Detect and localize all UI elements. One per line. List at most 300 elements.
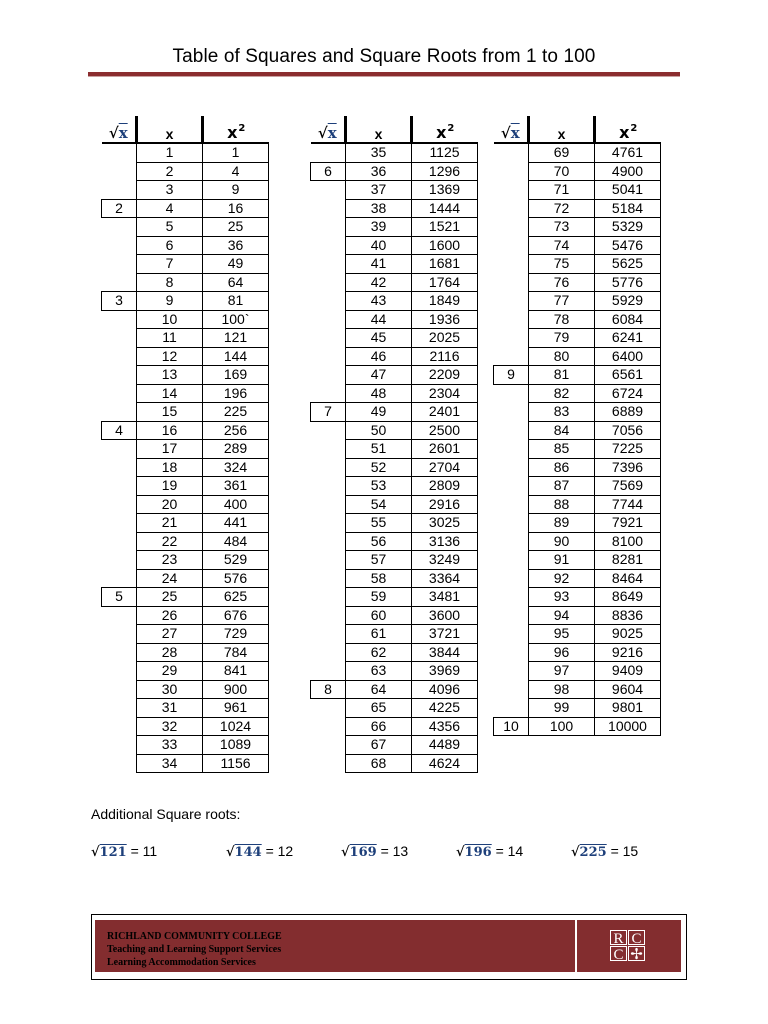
table-row xyxy=(102,366,269,385)
rcc-logo xyxy=(610,930,646,962)
root-cell xyxy=(311,569,346,588)
root-cell xyxy=(102,458,137,477)
square-cell: 3136 xyxy=(412,532,478,551)
x-cell: 62 xyxy=(346,643,412,662)
square-cell: 324 xyxy=(203,458,269,477)
square-root-icon: √x xyxy=(500,124,520,142)
square-cell: 64 xyxy=(203,273,269,292)
square-cell: 4624 xyxy=(412,754,478,773)
table-row xyxy=(102,754,269,773)
root-cell xyxy=(311,625,346,644)
root-cell xyxy=(311,236,346,255)
x-cell: 89 xyxy=(529,514,595,533)
square-cell: 676 xyxy=(203,606,269,625)
x-cell: 25 xyxy=(137,588,203,607)
square-cell: 6084 xyxy=(595,310,661,329)
root-cell xyxy=(311,477,346,496)
root-cell: 7 xyxy=(311,403,346,422)
square-cell: 2601 xyxy=(412,440,478,459)
x-cell: 4 xyxy=(137,199,203,218)
x-cell: 37 xyxy=(346,181,412,200)
table-row xyxy=(311,717,478,736)
table-row xyxy=(494,606,661,625)
root-cell xyxy=(494,699,529,718)
footer-banner xyxy=(91,914,687,980)
table-row xyxy=(494,366,661,385)
table-row xyxy=(311,162,478,181)
table-row xyxy=(494,551,661,570)
root-cell xyxy=(494,662,529,681)
root-result: = 13 xyxy=(376,843,409,859)
root-cell xyxy=(102,143,137,162)
root-cell: 8 xyxy=(311,680,346,699)
root-cell xyxy=(102,736,137,755)
root-cell xyxy=(494,588,529,607)
square-cell: 3364 xyxy=(412,569,478,588)
table-row xyxy=(494,514,661,533)
root-cell xyxy=(311,143,346,162)
x-cell: 49 xyxy=(346,403,412,422)
table-row xyxy=(311,403,478,422)
root-cell xyxy=(102,754,137,773)
additional-root-item xyxy=(341,843,408,860)
logo-letter: C xyxy=(610,946,627,961)
square-cell: 4225 xyxy=(412,699,478,718)
square-cell: 3844 xyxy=(412,643,478,662)
header-x-squared xyxy=(595,116,661,143)
square-cell: 2704 xyxy=(412,458,478,477)
root-cell xyxy=(102,181,137,200)
square-root-icon: √144 xyxy=(226,845,262,860)
square-cell: 2401 xyxy=(412,403,478,422)
table-row xyxy=(311,699,478,718)
x-cell: 32 xyxy=(137,717,203,736)
root-cell xyxy=(102,477,137,496)
x-cell: 71 xyxy=(529,181,595,200)
x-cell: 87 xyxy=(529,477,595,496)
x-cell: 59 xyxy=(346,588,412,607)
root-cell xyxy=(311,366,346,385)
table-row xyxy=(311,569,478,588)
x-cell: 2 xyxy=(137,162,203,181)
table-row xyxy=(102,717,269,736)
square-cell: 4 xyxy=(203,162,269,181)
root-cell xyxy=(311,273,346,292)
square-cell: 1089 xyxy=(203,736,269,755)
square-cell: 9216 xyxy=(595,643,661,662)
root-cell xyxy=(494,477,529,496)
x-cell: 24 xyxy=(137,569,203,588)
table-row xyxy=(494,495,661,514)
square-cell: 81 xyxy=(203,292,269,311)
table-row xyxy=(494,143,661,162)
x-cell: 22 xyxy=(137,532,203,551)
radicand: 225 xyxy=(579,845,607,860)
table-row xyxy=(494,421,661,440)
x-cell: 17 xyxy=(137,440,203,459)
table-row xyxy=(311,532,478,551)
squares-table-1 xyxy=(101,116,269,773)
x-cell: 90 xyxy=(529,532,595,551)
x-cell: 95 xyxy=(529,625,595,644)
x-cell: 27 xyxy=(137,625,203,644)
x-cell: 86 xyxy=(529,458,595,477)
square-cell: 1296 xyxy=(412,162,478,181)
square-cell: 2116 xyxy=(412,347,478,366)
root-cell xyxy=(102,495,137,514)
header-x-squared-exponent: 2 xyxy=(630,123,638,134)
square-cell: 1849 xyxy=(412,292,478,311)
square-cell: 5929 xyxy=(595,292,661,311)
x-cell: 73 xyxy=(529,218,595,237)
x-cell: 72 xyxy=(529,199,595,218)
root-cell xyxy=(311,754,346,773)
x-cell: 13 xyxy=(137,366,203,385)
square-cell: 100` xyxy=(203,310,269,329)
square-cell: 9801 xyxy=(595,699,661,718)
x-cell: 21 xyxy=(137,514,203,533)
root-cell xyxy=(102,551,137,570)
table-row xyxy=(102,569,269,588)
square-cell: 1156 xyxy=(203,754,269,773)
square-cell: 1125 xyxy=(412,143,478,162)
square-cell: 576 xyxy=(203,569,269,588)
root-cell xyxy=(494,606,529,625)
table-row xyxy=(102,255,269,274)
x-cell: 74 xyxy=(529,236,595,255)
root-cell: 2 xyxy=(102,199,137,218)
table-row xyxy=(311,199,478,218)
root-cell xyxy=(494,514,529,533)
root-cell xyxy=(311,532,346,551)
square-cell: 8649 xyxy=(595,588,661,607)
x-cell: 30 xyxy=(137,680,203,699)
root-cell xyxy=(102,662,137,681)
x-cell: 79 xyxy=(529,329,595,348)
table-row xyxy=(102,403,269,422)
square-cell: 169 xyxy=(203,366,269,385)
root-cell xyxy=(494,143,529,162)
x-cell: 80 xyxy=(529,347,595,366)
square-cell: 7569 xyxy=(595,477,661,496)
square-cell: 7225 xyxy=(595,440,661,459)
square-cell: 2209 xyxy=(412,366,478,385)
header-x-squared-base: x xyxy=(436,123,447,142)
table-row xyxy=(102,699,269,718)
table-row xyxy=(494,680,661,699)
table-row xyxy=(311,440,478,459)
x-cell: 77 xyxy=(529,292,595,311)
root-cell xyxy=(311,643,346,662)
root-cell: 4 xyxy=(102,421,137,440)
table-row xyxy=(494,532,661,551)
root-cell xyxy=(102,717,137,736)
square-cell: 2500 xyxy=(412,421,478,440)
root-cell xyxy=(311,736,346,755)
root-cell xyxy=(311,662,346,681)
root-cell xyxy=(311,606,346,625)
square-root-icon: √225 xyxy=(571,845,607,860)
square-cell: 6241 xyxy=(595,329,661,348)
root-cell xyxy=(311,440,346,459)
x-cell: 1 xyxy=(137,143,203,162)
root-cell xyxy=(102,162,137,181)
x-cell: 3 xyxy=(137,181,203,200)
x-cell: 44 xyxy=(346,310,412,329)
table-row xyxy=(494,292,661,311)
square-cell: 7056 xyxy=(595,421,661,440)
x-cell: 99 xyxy=(529,699,595,718)
x-cell: 6 xyxy=(137,236,203,255)
x-cell: 29 xyxy=(137,662,203,681)
square-cell: 6400 xyxy=(595,347,661,366)
square-cell: 1764 xyxy=(412,273,478,292)
header-square-root xyxy=(311,116,346,143)
x-cell: 16 xyxy=(137,421,203,440)
root-cell xyxy=(102,569,137,588)
root-cell xyxy=(102,329,137,348)
x-cell: 5 xyxy=(137,218,203,237)
square-cell: 5329 xyxy=(595,218,661,237)
square-cell: 2809 xyxy=(412,477,478,496)
table-row xyxy=(102,680,269,699)
root-cell xyxy=(102,403,137,422)
root-cell xyxy=(102,532,137,551)
page-title: Table of Squares and Square Roots from 1 to 100 xyxy=(172,46,596,67)
root-cell xyxy=(102,310,137,329)
table-row xyxy=(102,440,269,459)
table-row xyxy=(102,458,269,477)
root-cell: 10 xyxy=(494,717,529,736)
root-cell xyxy=(494,162,529,181)
x-cell: 12 xyxy=(137,347,203,366)
square-root-icon: √x xyxy=(108,124,128,142)
root-cell xyxy=(102,625,137,644)
table-row xyxy=(102,310,269,329)
table-row xyxy=(102,625,269,644)
root-cell xyxy=(311,347,346,366)
table-row xyxy=(311,680,478,699)
table-row xyxy=(311,495,478,514)
squares-table-2 xyxy=(310,116,478,773)
table-row xyxy=(311,421,478,440)
table-row xyxy=(102,551,269,570)
x-cell: 46 xyxy=(346,347,412,366)
x-cell: 52 xyxy=(346,458,412,477)
additional-root-item xyxy=(571,843,638,860)
square-cell: 49 xyxy=(203,255,269,274)
square-cell: 5041 xyxy=(595,181,661,200)
table-row xyxy=(494,218,661,237)
root-cell xyxy=(494,181,529,200)
table-row xyxy=(311,754,478,773)
x-cell: 55 xyxy=(346,514,412,533)
table-row xyxy=(102,514,269,533)
table-row xyxy=(102,736,269,755)
header-x-squared xyxy=(203,116,269,143)
x-cell: 35 xyxy=(346,143,412,162)
square-cell: 225 xyxy=(203,403,269,422)
x-cell: 64 xyxy=(346,680,412,699)
x-cell: 18 xyxy=(137,458,203,477)
square-cell: 2025 xyxy=(412,329,478,348)
additional-root-item xyxy=(91,843,157,860)
square-root-icon: √169 xyxy=(341,845,377,860)
table-row xyxy=(102,143,269,162)
square-cell: 5625 xyxy=(595,255,661,274)
root-cell xyxy=(102,440,137,459)
square-cell: 3481 xyxy=(412,588,478,607)
table-row xyxy=(494,643,661,662)
square-cell: 361 xyxy=(203,477,269,496)
x-cell: 68 xyxy=(346,754,412,773)
root-cell: 5 xyxy=(102,588,137,607)
root-cell xyxy=(102,366,137,385)
footer-service: Learning Accommodation Services xyxy=(107,957,256,968)
square-root-icon: √121 xyxy=(91,845,127,860)
square-cell: 144 xyxy=(203,347,269,366)
table-row xyxy=(102,347,269,366)
x-cell: 91 xyxy=(529,551,595,570)
root-result: = 14 xyxy=(491,843,524,859)
x-cell: 39 xyxy=(346,218,412,237)
square-cell: 9604 xyxy=(595,680,661,699)
square-cell: 9409 xyxy=(595,662,661,681)
x-cell: 53 xyxy=(346,477,412,496)
root-cell xyxy=(494,292,529,311)
root-cell xyxy=(494,329,529,348)
square-cell: 7744 xyxy=(595,495,661,514)
table-row xyxy=(494,717,661,736)
square-root-icon: √196 xyxy=(456,845,492,860)
radicand: 196 xyxy=(464,845,492,860)
radicand: 169 xyxy=(349,845,377,860)
table-row xyxy=(311,625,478,644)
table-row xyxy=(494,588,661,607)
footer-divider xyxy=(575,920,577,972)
table-row xyxy=(494,440,661,459)
table-row xyxy=(311,273,478,292)
root-cell xyxy=(311,514,346,533)
x-cell: 7 xyxy=(137,255,203,274)
square-cell: 6889 xyxy=(595,403,661,422)
root-cell xyxy=(102,218,137,237)
table-row xyxy=(494,255,661,274)
root-cell xyxy=(494,551,529,570)
table-row xyxy=(102,329,269,348)
root-cell xyxy=(102,384,137,403)
x-cell: 100 xyxy=(529,717,595,736)
square-cell: 7396 xyxy=(595,458,661,477)
header-x-squared-exponent: 2 xyxy=(238,123,246,134)
square-cell: 8281 xyxy=(595,551,661,570)
logo-letter: C xyxy=(628,930,645,945)
table-row xyxy=(311,514,478,533)
footer-text xyxy=(107,930,282,969)
root-cell xyxy=(494,440,529,459)
x-cell: 43 xyxy=(346,292,412,311)
radicand: 144 xyxy=(234,845,262,860)
x-cell: 96 xyxy=(529,643,595,662)
table-row xyxy=(102,643,269,662)
square-cell: 784 xyxy=(203,643,269,662)
square-cell: 1521 xyxy=(412,218,478,237)
root-cell xyxy=(494,199,529,218)
additional-root-item xyxy=(456,843,523,860)
square-cell: 6561 xyxy=(595,366,661,385)
table-row xyxy=(311,366,478,385)
x-cell: 8 xyxy=(137,273,203,292)
table-row xyxy=(311,181,478,200)
square-cell: 3600 xyxy=(412,606,478,625)
x-cell: 34 xyxy=(137,754,203,773)
footer-department: Teaching and Learning Support Services xyxy=(107,944,282,955)
x-cell: 84 xyxy=(529,421,595,440)
table-row xyxy=(494,199,661,218)
x-cell: 97 xyxy=(529,662,595,681)
root-cell xyxy=(102,699,137,718)
square-root-icon: √x xyxy=(317,124,337,142)
table-row xyxy=(494,236,661,255)
root-cell xyxy=(311,255,346,274)
x-cell: 75 xyxy=(529,255,595,274)
table-row xyxy=(311,292,478,311)
x-cell: 28 xyxy=(137,643,203,662)
square-cell: 3721 xyxy=(412,625,478,644)
table-row xyxy=(311,236,478,255)
title-rule xyxy=(88,72,680,77)
table-row xyxy=(494,329,661,348)
x-cell: 78 xyxy=(529,310,595,329)
table-row xyxy=(102,606,269,625)
table-row xyxy=(102,662,269,681)
x-cell: 63 xyxy=(346,662,412,681)
table-row xyxy=(494,162,661,181)
x-cell: 56 xyxy=(346,532,412,551)
header-square-root xyxy=(494,116,529,143)
logo-letter: R xyxy=(610,930,627,945)
square-cell: 961 xyxy=(203,699,269,718)
root-cell xyxy=(102,606,137,625)
table-row xyxy=(102,384,269,403)
x-cell: 82 xyxy=(529,384,595,403)
table-row xyxy=(311,643,478,662)
x-cell: 85 xyxy=(529,440,595,459)
x-cell: 81 xyxy=(529,366,595,385)
root-cell xyxy=(494,643,529,662)
x-cell: 54 xyxy=(346,495,412,514)
table-row xyxy=(311,255,478,274)
square-cell: 2304 xyxy=(412,384,478,403)
x-cell: 26 xyxy=(137,606,203,625)
root-cell xyxy=(494,458,529,477)
table-row xyxy=(494,662,661,681)
root-result: = 11 xyxy=(126,843,158,859)
square-cell: 7921 xyxy=(595,514,661,533)
table-row xyxy=(311,329,478,348)
table-row xyxy=(494,477,661,496)
table-row xyxy=(311,143,478,162)
square-cell: 6724 xyxy=(595,384,661,403)
x-cell: 50 xyxy=(346,421,412,440)
root-cell xyxy=(494,255,529,274)
footer-college-name: RICHLAND COMMUNITY COLLEGE xyxy=(107,931,282,942)
x-cell: 20 xyxy=(137,495,203,514)
square-cell: 4096 xyxy=(412,680,478,699)
header-root-radicand: x xyxy=(510,124,520,142)
table-row xyxy=(494,403,661,422)
square-cell: 1600 xyxy=(412,236,478,255)
